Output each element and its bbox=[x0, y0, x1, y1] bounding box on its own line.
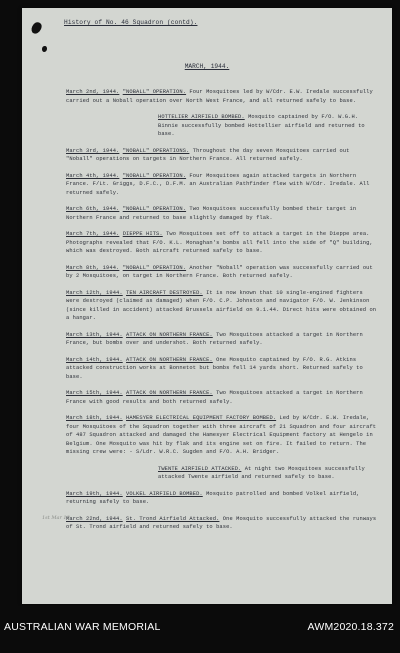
log-entry bbox=[66, 490, 378, 507]
log-entry bbox=[66, 389, 378, 406]
entry-title: ATTACK ON NORTHERN FRANCE. bbox=[126, 356, 213, 363]
entry-text: One Mosquito captained by F/O. R.G. Atkins attacked construction works at Bonnetot but bombs fell 14 yards short. Returned safely to base. bbox=[66, 356, 363, 380]
entry-date: March 4th, 1944. bbox=[66, 172, 120, 179]
log-entry bbox=[66, 230, 378, 256]
entry-date: March 19th, 1944. bbox=[66, 490, 123, 497]
entry-text: Mosquito captained by F/O. W.G.H. Binnie successfully bombed Hottellier airfield and returned to base. bbox=[158, 114, 365, 137]
log-entry bbox=[66, 331, 378, 348]
document-header: History of No. 46 Squadron (contd). bbox=[64, 19, 198, 26]
entry-title: ATTACK ON NORTHERN FRANCE. bbox=[126, 331, 213, 338]
entry-title: "NOBALL" OPERATION. bbox=[122, 264, 187, 271]
ink-blot bbox=[42, 46, 47, 52]
log-entry bbox=[66, 264, 378, 281]
log-entry bbox=[66, 172, 378, 198]
entry-title: "NOBALL" OPERATION. bbox=[122, 89, 187, 95]
entry-title: HAMESYER ELECTRICAL EQUIPMENT FACTORY BOMBED. bbox=[126, 415, 277, 421]
entry-text: Four Mosquitoes led by W/Cdr. E.W. Iredale successfully carried out a Noball operation over North West France, and all returned safely to base. bbox=[66, 89, 373, 104]
entry-title: VOLKEL AIRFIELD BOMBED. bbox=[126, 490, 203, 497]
entry-title: TWENTE AIRFIELD ATTACKED. bbox=[158, 465, 242, 472]
entry-text: Throughout the day seven Mosquitoes carried out "Noball" operations on targets in Northern France. All returned safely. bbox=[66, 147, 350, 162]
entry-title: "NOBALL" OPERATION. bbox=[122, 172, 187, 179]
entry-text: It is now known that 10 single-engined fighters were destroyed (claimed as damaged) when F/O. C.P. Johnston and navigator F/O. W. Jenkinson (since killed in accident) attacked Brussels airfield on 9.1.44. Direct hits were obtained on a hangar. bbox=[66, 289, 377, 321]
pencil-annotation: 1st Mar 18 bbox=[42, 515, 70, 521]
entry-title: "NOBALL" OPERATIONS. bbox=[122, 147, 190, 154]
archive-credit: AUSTRALIAN WAR MEMORIAL bbox=[4, 621, 161, 633]
entry-date: March 2nd, 1944. bbox=[66, 89, 120, 95]
entry-date: March 18th, 1944. bbox=[66, 415, 123, 421]
entry-date: March 22nd, 1944. bbox=[66, 515, 123, 522]
log-entry bbox=[66, 113, 378, 139]
log-entry bbox=[66, 465, 378, 482]
entry-text: Led by W/Cdr. E.W. Iredale, four Mosquitoes of the Squadron together with three aircraft of 21 Squadron and four aircraft of 487 Squadron attacked and damaged the Hamesyer Electrical Equipment factory at Hengelo in Belgium. One Mosquito was hit by flak and its engine set on fire. It failed to return. The missing crew were: - S/Ldr. W.R.C. Sugden and F/O. A.H. Bridger. bbox=[66, 415, 377, 455]
log-entry bbox=[66, 414, 378, 457]
entry-date: March 6th, 1944. bbox=[66, 206, 120, 212]
entry-text: One Mosquito successfully attacked the runways of St. Trond airfield and returned safely to base. bbox=[66, 515, 377, 530]
entry-title: DIEPPE HITS. bbox=[122, 231, 163, 237]
entry-text: Two Mosquitoes set off to attack a target in the Dieppe area. Photographs revealed that F/O. K.L. Monaghan's bombs all fell into the side of "Q" building, which was destroyed. Both aircraft returned safely to base. bbox=[66, 231, 373, 254]
ink-blot bbox=[30, 21, 43, 36]
document-page bbox=[22, 8, 392, 604]
entry-date: March 8th, 1944. bbox=[66, 264, 120, 271]
entry-text: Four Mosquitoes again attacked targets in Northern France. F/Lt. Griggs, D.F.C., D.F.M. an Australian Pathfinder flew with W/Cdr. Iredale. All returned safely. bbox=[66, 172, 370, 196]
entry-date: March 14th, 1944. bbox=[66, 356, 123, 363]
log-entry bbox=[66, 147, 378, 164]
log-entry bbox=[66, 515, 378, 532]
entry-date: March 13th, 1944. bbox=[66, 331, 123, 338]
entry-date: March 12th, 1944. bbox=[66, 289, 123, 296]
log-entry bbox=[66, 289, 378, 323]
log-entry bbox=[66, 205, 378, 222]
entry-title: ATTACK ON NORTHERN FRANCE. bbox=[126, 390, 213, 396]
entries-list bbox=[66, 88, 378, 540]
entry-text: Two Mosquitoes attacked a target in Northern France, but bombs over and undershot. Both returned safely. bbox=[66, 331, 363, 346]
entry-title: "NOBALL" OPERATION. bbox=[122, 206, 187, 212]
accession-number: AWM2020.18.372 bbox=[307, 621, 394, 633]
entry-text: Mosquito patrolled and bombed Volkel airfield, returning safely to base. bbox=[66, 490, 360, 505]
entry-text: Two Mosquitoes successfully bombed their target in Northern France and returned to base slightly damaged by flak. bbox=[66, 206, 357, 221]
entry-text: At night two Mosquitoes successfully attacked Twente airfield and returned safely to base. bbox=[158, 465, 365, 480]
entry-text: Another "Noball" operation was successfully carried out by 2 Mosquitoes, on target in Northern France. Both returned safely. bbox=[66, 264, 373, 279]
log-entry bbox=[66, 356, 378, 382]
entry-date: March 15th, 1944. bbox=[66, 390, 123, 396]
entry-date: March 3rd, 1944. bbox=[66, 147, 120, 154]
entry-title: HOTTELIER AIRFIELD BOMBED. bbox=[158, 114, 245, 120]
entry-title: TEN AIRCRAFT DESTROYED. bbox=[126, 289, 203, 296]
entry-title: St. Trond Airfield Attacked. bbox=[126, 515, 220, 522]
log-entry bbox=[66, 88, 378, 105]
month-heading: MARCH, 1944. bbox=[184, 63, 230, 70]
entry-text: Two Mosquitoes attacked a target in Northern France with good results and both returned safely. bbox=[66, 390, 363, 405]
entry-date: March 7th, 1944. bbox=[66, 231, 120, 237]
